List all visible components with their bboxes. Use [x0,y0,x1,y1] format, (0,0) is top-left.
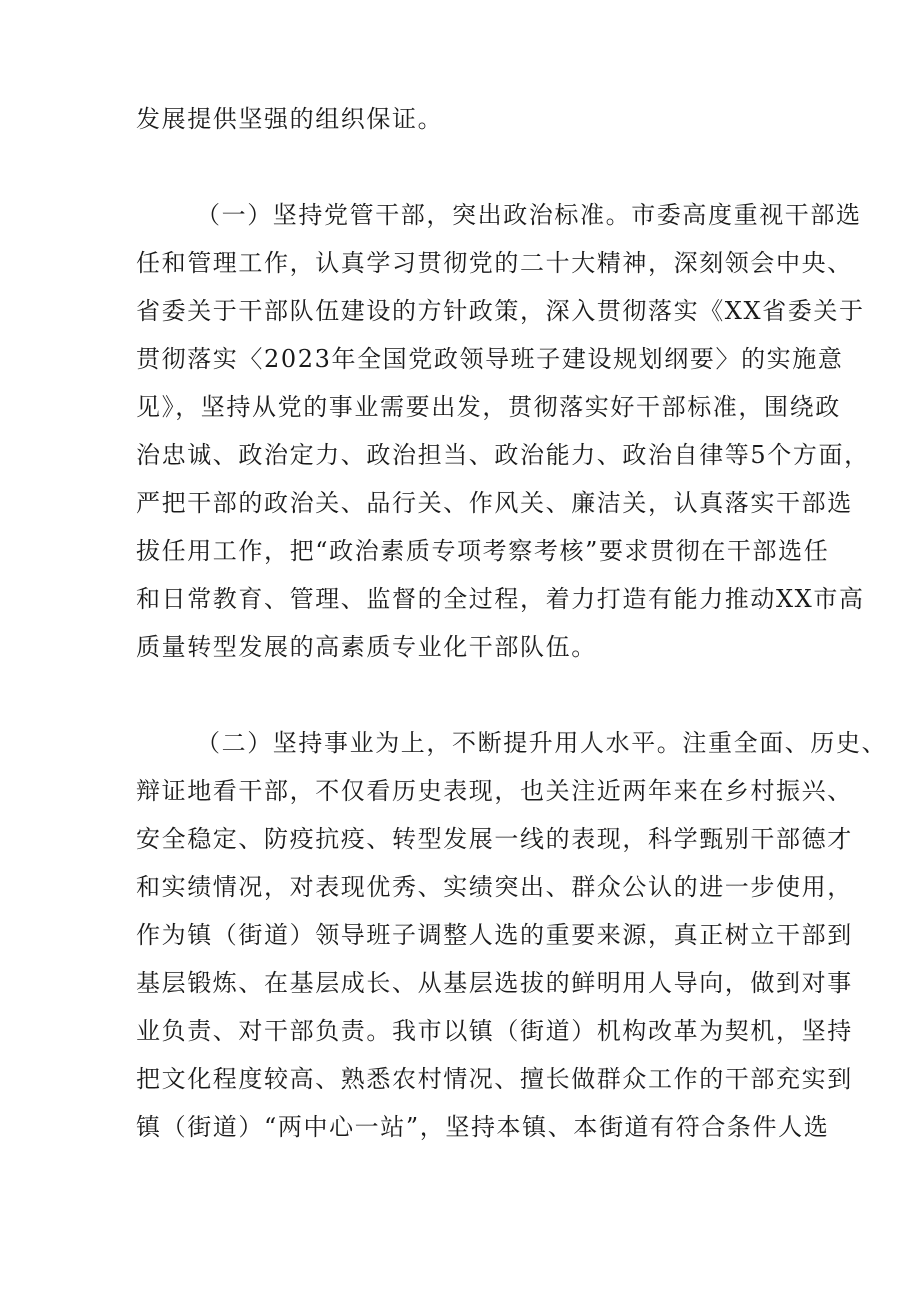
text-line: 省委关于干部队伍建设的方针政策，深入贯彻落实《XX省委关于 [136,297,865,325]
text-line: 严把干部的政治关、品行关、作风关、廉洁关，认真落实干部选 [136,489,853,517]
text-line: 任和管理工作，认真学习贯彻党的二十大精神，深刻领会中央、 [136,249,853,277]
text-line: 拔任用工作，把“政治素质专项考察考核”要求贯彻在干部选任 [136,537,830,565]
text-line: 安全稳定、防疫抗疫、转型发展一线的表现，科学甄别干部德才 [136,825,853,853]
text-line: 和日常教育、管理、监督的全过程，着力打造有能力推动XX市高 [136,585,865,613]
paragraph-2-first-line: （二）坚持事业为上，不断提升用人水平。注重全面、历史、 [196,729,888,757]
text-line: 作为镇（街道）领导班子调整人选的重要来源，真正树立干部到 [136,921,853,949]
text-line: 把文化程度较高、熟悉农村情况、擅长做群众工作的干部充实到 [136,1065,853,1093]
text-line: 贯彻落实〈2023年全国党政领导班子建设规划纲要〉的实施意 [136,345,844,373]
text-line: 治忠诚、政治定力、政治担当、政治能力、政治自律等5个方面， [136,441,870,469]
text-line: 见》，坚持从党的事业需要出发，贯彻落实好干部标准，围绕政 [136,393,841,421]
text-line: 和实绩情况，对表现优秀、实绩突出、群众公认的进一步使用， [136,873,853,901]
text-line: 质量转型发展的高素质专业化干部队伍。 [136,633,597,661]
text-line: 辩证地看干部，不仅看历史表现，也关注近两年来在乡村振兴、 [136,777,853,805]
paragraph-1-first-line: （一）坚持党管干部，突出政治标准。市委高度重视干部选 [196,201,862,229]
text-line: 业负责、对干部负责。我市以镇（街道）机构改革为契机，坚持 [136,1017,853,1045]
text-line: 发展提供坚强的组织保证。 [136,105,444,133]
text-line: 镇（街道）“两中心一站”，坚持本镇、本街道有符合条件人选 [136,1113,830,1141]
text-line: 基层锻炼、在基层成长、从基层选拔的鲜明用人导向，做到对事 [136,969,853,997]
